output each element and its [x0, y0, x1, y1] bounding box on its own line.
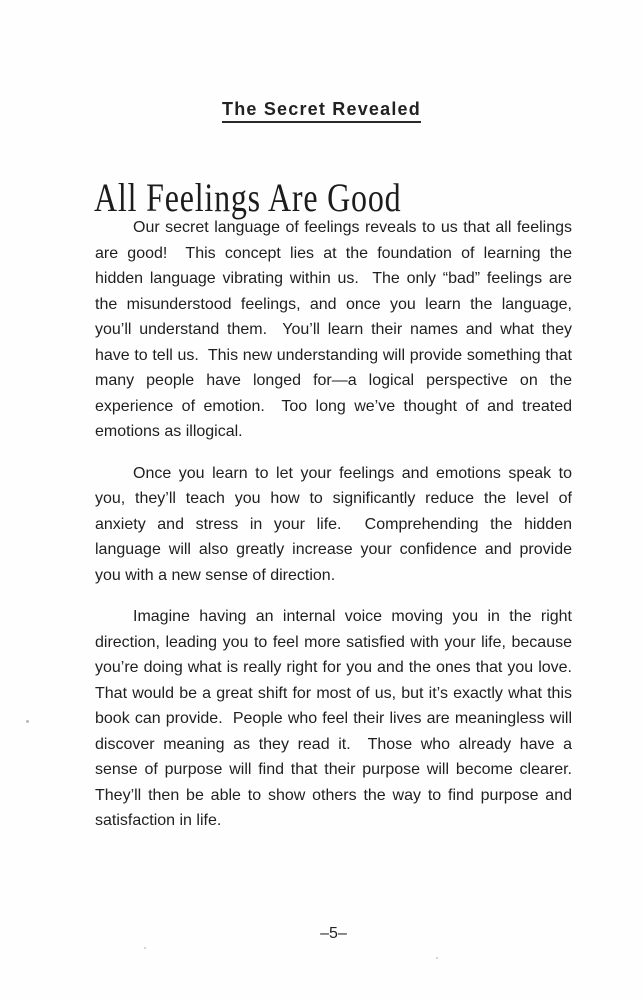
- paragraph-2: Once you learn to let your feelings and emotions speak to you, they’ll teach you how to significantly reduce the level of anxiety and stress in your life. Comprehending the hidden language will also greatly increase your confidence and provide you with a new sense of direction.: [95, 464, 577, 584]
- scan-speck: [144, 947, 146, 949]
- chapter-title: All Feelings Are Good: [94, 174, 402, 220]
- running-header-text: The Secret Revealed: [222, 100, 421, 123]
- paragraph-3: Imagine having an internal voice moving you in the right direction, leading you to feel more satisfied with your life, because you’re doing what is really right for you and the ones that you love. That would be a great shift for most of us, but it’s exactly what this book can provide. People who feel their lives are meaningless will discover meaning as they read it. Those who already have a sense of purpose will find that their purpose will become clearer. They’ll then be able to show others the way to find purpose and satisfaction in life.: [95, 608, 581, 829]
- running-header: [0, 100, 643, 123]
- body-text: [95, 215, 581, 850]
- scan-speck: [436, 957, 438, 959]
- scan-speck: [26, 720, 29, 723]
- paragraph-1: Our secret language of feelings reveals to us that all feelings are good! This concept lies at the foundation of learning the hidden language vibrating within us. The only “bad” feelings are the misunderstood feelings, and once you learn the language, you’ll understand them. You’ll learn their names and what they have to tell us. This new understanding will provide something that many people have longed for—a logical perspective on the experience of emotion. Too long we’ve thought of and treated emotions as illogical.: [95, 219, 577, 440]
- page-number: –5–: [320, 925, 347, 942]
